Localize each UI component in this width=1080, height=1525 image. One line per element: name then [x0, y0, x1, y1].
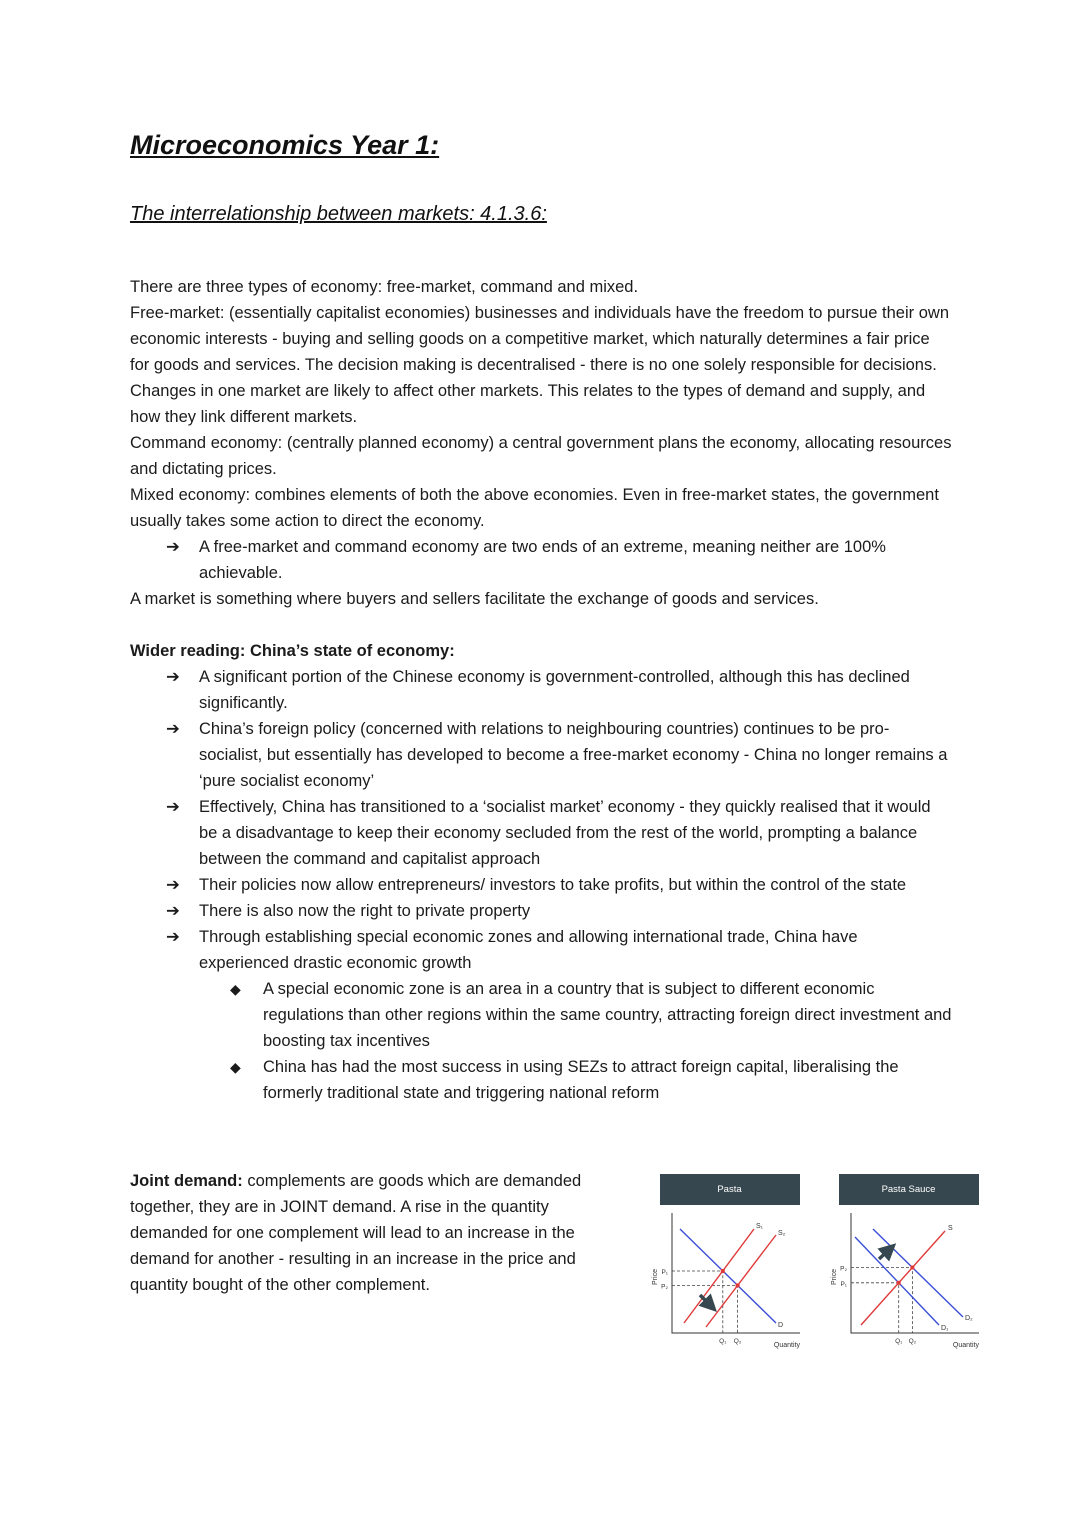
- list-item: [130, 716, 952, 794]
- arrow-bullet-icon: ➔: [166, 538, 180, 556]
- list-item-text: Their policies now allow entrepreneurs/ investors to take profits, but within the control of the state: [199, 876, 907, 894]
- equilibrium-marker: [736, 1283, 740, 1287]
- s-label: S: [948, 1225, 953, 1232]
- list-item: [130, 534, 952, 586]
- p1-tick: P₁: [840, 1281, 847, 1288]
- sub-list-item-text: China has had the most success in using SEZs to attract foreign capital, liberalising the formerly traditional state and triggering national reform: [263, 1058, 899, 1102]
- p2-tick: P₂: [840, 1265, 847, 1273]
- shift-arrow-icon: [879, 1248, 891, 1259]
- equilibrium-marker: [897, 1281, 901, 1285]
- guide-p2q2: [672, 1285, 738, 1333]
- section-subtitle: The interrelationship between markets: 4.1.3.6:: [130, 203, 547, 225]
- y-axis-label: Price: [652, 1269, 659, 1285]
- d-label: D: [778, 1322, 784, 1329]
- p2-tick: P₂: [661, 1283, 668, 1291]
- diagram-group: [648, 1174, 990, 1357]
- pasta-sauce-chart: [827, 1174, 990, 1357]
- sub-list-item: [130, 1054, 952, 1106]
- paragraph-free-market: Free-market: (essentially capitalist economies) businesses and individuals have the freedom to pursue their own economic interests - buying and selling goods on a competitive market, which naturally determines a fair price for goods and services. The decision making is decentralised - there is no one solely responsible for decisions.: [130, 304, 949, 374]
- list-item-text: China’s foreign policy (concerned with relations to neighbouring countries) continues to be pro-socialist, but essentially has developed to become a free-market economy - China no longer remains a ‘pure socialist economy’: [199, 720, 948, 790]
- joint-demand-paragraph: [130, 1168, 622, 1298]
- joint-demand-label: Joint demand:: [130, 1172, 243, 1190]
- pasta-chart-title: Pasta: [660, 1174, 800, 1205]
- list-item-text: There is also now the right to private property: [199, 902, 531, 920]
- paragraph-market-links: Changes in one market are likely to affect other markets. This relates to the types of demand and supply, and how they link different markets.: [130, 382, 926, 426]
- arrow-bullet-icon: ➔: [166, 902, 180, 920]
- q1-tick: Q₁: [895, 1338, 903, 1345]
- equilibrium-marker: [721, 1269, 725, 1273]
- paragraph-command-economy: Command economy: (centrally planned economy) a central government plans the economy, allocating resources and dictating prices.: [130, 434, 952, 478]
- pasta-sauce-chart-title: Pasta Sauce: [839, 1174, 979, 1205]
- supply-curve-s: [861, 1231, 945, 1325]
- p1-tick: P₁: [661, 1269, 668, 1276]
- document-body: [130, 274, 979, 1357]
- arrow-bullet-icon: ➔: [166, 928, 180, 946]
- page-title: Microeconomics Year 1:: [130, 130, 440, 160]
- arrow-bullet-icon: ➔: [166, 876, 180, 894]
- equilibrium-marker: [910, 1266, 914, 1270]
- arrow-bullet-icon: ➔: [166, 668, 180, 686]
- pasta-chart-plot: [648, 1207, 811, 1357]
- x-axis-label: Quantity: [952, 1342, 979, 1349]
- q2-tick: Q₂: [908, 1338, 917, 1345]
- list-item: [130, 664, 952, 716]
- list-item-text: Effectively, China has transitioned to a ‘socialist market’ economy - they quickly realised that it would be a disadvantage to keep their economy secluded from the rest of the world, prompting a balance between the command and capitalist approach: [199, 798, 931, 868]
- arrow-bullet-icon: ➔: [166, 720, 180, 738]
- y-axis-label: Price: [831, 1269, 838, 1285]
- list-item-text: Through establishing special economic zones and allowing international trade, China have experienced drastic economic growth: [199, 928, 858, 972]
- paragraph-market-definition: A market is something where buyers and sellers facilitate the exchange of goods and services.: [130, 590, 819, 608]
- list-item: [130, 872, 952, 898]
- pasta-chart: [648, 1174, 811, 1357]
- list-item: [130, 924, 952, 976]
- diamond-bullet-icon: ◆: [230, 981, 241, 997]
- arrow-bullet-icon: ➔: [166, 798, 180, 816]
- joint-demand-section: [130, 1168, 979, 1357]
- wider-reading-heading: Wider reading: China’s state of economy:: [130, 642, 455, 660]
- d1-label: D₁: [941, 1325, 949, 1332]
- list-item-text: A free-market and command economy are two ends of an extreme, meaning neither are 100% achievable.: [199, 538, 886, 582]
- sub-list-item: [130, 976, 952, 1054]
- shift-arrow-icon: [700, 1295, 712, 1307]
- s1-label: S₁: [756, 1223, 764, 1230]
- d2-label: D₂: [965, 1315, 973, 1322]
- x-axis-label: Quantity: [773, 1342, 800, 1349]
- sub-list-item-text: A special economic zone is an area in a country that is subject to different economic regulations than other regions within the same country, attracting foreign direct investment and boosting tax incentives: [263, 980, 952, 1050]
- list-item: [130, 898, 952, 924]
- paragraph-mixed-economy: Mixed economy: combines elements of both the above economies. Even in free-market states, the government usually takes some action to direct the economy.: [130, 486, 939, 530]
- pasta-sauce-chart-plot: [827, 1207, 990, 1357]
- list-item-text: A significant portion of the Chinese economy is government-controlled, although this has declined significantly.: [199, 668, 910, 712]
- paragraph-economy-types: There are three types of economy: free-market, command and mixed.: [130, 278, 639, 296]
- q2-tick: Q₂: [733, 1338, 742, 1345]
- diamond-bullet-icon: ◆: [230, 1059, 241, 1075]
- s2-label: S₂: [778, 1230, 786, 1237]
- q1-tick: Q₁: [719, 1338, 727, 1345]
- list-item: [130, 794, 952, 872]
- joint-demand-text: complements are goods which are demanded together, they are in JOINT demand. A rise in the quantity demanded for one complement will lead to an increase in the demand for another - resulting in an increase in the price and quantity bought of the other complement.: [130, 1172, 582, 1294]
